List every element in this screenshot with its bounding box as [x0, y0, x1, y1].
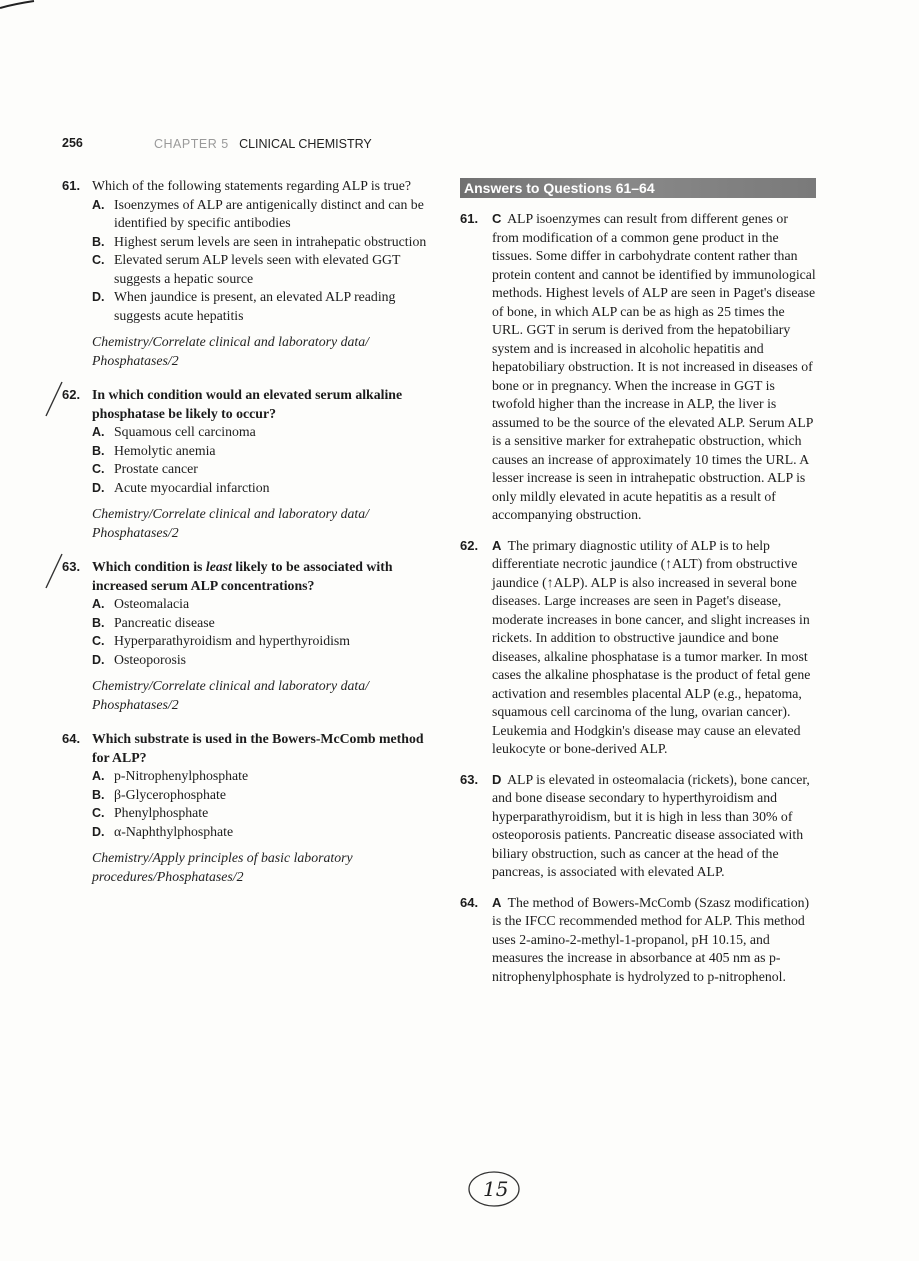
question-number: 62. — [62, 387, 81, 402]
answer-explanation: ALP is elevated in osteomalacia (rickets), bone cancer, and bone disease secondary to hyperthyroidism and hyperparathyroidism, but it is high in less than 30% of osteoporosis patients. Pancreatic disease associated with biliary obstruction, such as cancer at the head of the pancreas, is associated with elevated ALP. — [492, 771, 810, 879]
option-letter: A. — [92, 769, 105, 783]
option — [92, 251, 434, 288]
option-text: Acute myocardial infarction — [114, 479, 270, 495]
answer-number: 61. — [460, 211, 479, 226]
option-text: Prostate cancer — [114, 461, 198, 476]
option-text: Pancreatic disease — [114, 614, 215, 630]
questions-column — [62, 177, 434, 902]
answer-key: D — [492, 771, 502, 787]
question-63 — [62, 558, 434, 714]
option — [92, 479, 434, 498]
option-letter: D. — [92, 652, 105, 667]
question-number: 63. — [62, 559, 81, 574]
answer-64 — [460, 894, 816, 987]
chapter-title: CLINICAL CHEMISTRY — [239, 137, 372, 151]
question-stem: Which substrate is used in the Bowers-McComb method for ALP? — [92, 731, 424, 765]
option — [92, 233, 434, 252]
option-letter: C. — [92, 806, 105, 820]
option — [92, 460, 434, 479]
answer-key: A — [492, 894, 502, 910]
option — [92, 442, 434, 461]
option — [92, 196, 434, 233]
answer-explanation: The primary diagnostic utility of ALP is to help differentiate necrotic jaundice (↑ALT) from obstructive jaundice (↑ALP). ALP is also increased in several bone diseases. Large increases are seen in Paget's disease, moderate increases in bone cancer, and slight increases in rickets. In addition to obstructive jaundice and bone diseases, alkaline phosphatase is a tumor marker. In most cases the alkaline phosphatase is the product of fetal gene activation and resembles placental ALP (e.g., hepatoma, squamous cell carcinoma of the lung, ovarian cancer). Leukemia and Hodgkin's disease may cause an elevated leukocyte or bone-derived ALP. — [492, 537, 811, 756]
option-letter: A. — [92, 197, 105, 212]
handwritten-page-note — [466, 1163, 526, 1211]
answer-key: A — [492, 537, 502, 553]
question-number: 61. — [62, 178, 81, 193]
answer-number: 64. — [460, 894, 479, 910]
question-category: Chemistry/Correlate clinical and laboratory data/ Phosphatases/2 — [92, 506, 369, 540]
question-61 — [62, 177, 434, 370]
question-category: Chemistry/Correlate clinical and laboratory data/ Phosphatases/2 — [92, 678, 369, 712]
option-text: Elevated serum ALP levels seen with elevated GGT suggests a hepatic source — [114, 252, 401, 286]
option-text: When jaundice is present, an elevated ALP reading suggests acute hepatitis — [114, 289, 396, 323]
option — [92, 423, 434, 442]
question-stem: Which of the following statements regarding ALP is true? — [92, 178, 412, 193]
option-list — [92, 196, 434, 326]
option-text: Hyperparathyroidism and hyperthyroidism — [114, 633, 351, 648]
stem-text: likely to be associated with increased serum ALP concentrations? — [92, 559, 393, 593]
option — [92, 595, 434, 614]
option-text: Isoenzymes of ALP are antigenically distinct and can be identified by specific antibodies — [114, 196, 424, 230]
answer-63 — [460, 771, 816, 882]
option — [92, 288, 434, 325]
option-letter: D. — [92, 824, 105, 839]
question-category: Chemistry/Correlate clinical and laboratory data/ Phosphatases/2 — [92, 334, 369, 368]
option-text: Hemolytic anemia — [114, 442, 216, 458]
running-head — [154, 137, 372, 151]
option-text: Osteomalacia — [114, 596, 190, 611]
option-letter: B. — [92, 443, 105, 458]
option-letter: B. — [92, 234, 105, 249]
page-header — [62, 136, 372, 151]
option — [92, 823, 434, 842]
option-letter: C. — [92, 462, 105, 476]
option — [92, 767, 434, 786]
stem-text: Which condition is — [92, 559, 206, 574]
option — [92, 786, 434, 805]
chapter-label: CHAPTER 5 — [154, 137, 229, 151]
option-letter: B. — [92, 615, 105, 630]
option-text: Squamous cell carcinoma — [114, 424, 256, 439]
option-letter: B. — [92, 787, 105, 802]
stem-emphasis: least — [205, 559, 232, 574]
answer-62 — [460, 537, 816, 759]
option-text: Osteoporosis — [114, 651, 187, 667]
question-stem — [92, 558, 434, 595]
option-letter: D. — [92, 290, 105, 304]
answer-explanation: The method of Bowers-McComb (Szasz modification) is the IFCC recommended method for ALP. This method uses 2-amino-2-methyl-1-propanol, pH 10.15, and measures the increase in absorbance at 405 nm as p-nitrophenylphosphate is hydrolyzed to p-nitrophenol. — [492, 894, 810, 984]
option-letter: A. — [92, 597, 105, 611]
option-text: β-Glycerophosphate — [114, 786, 226, 802]
option-list — [92, 423, 434, 497]
answer-61 — [460, 210, 816, 525]
option-list — [92, 767, 434, 841]
answers-column — [460, 178, 816, 998]
scan-corner-mark — [0, 0, 40, 14]
question-number: 64. — [62, 731, 81, 746]
option-text: p-Nitrophenylphosphate — [114, 768, 249, 783]
option-letter: C. — [92, 253, 105, 267]
option-letter: C. — [92, 634, 105, 648]
answer-number: 62. — [460, 537, 479, 553]
option-text: α-Naphthylphosphate — [114, 823, 234, 839]
question-64 — [62, 730, 434, 886]
option — [92, 651, 434, 670]
option — [92, 804, 434, 823]
answer-explanation: ALP isoenzymes can result from different genes or from modification of a common gene product in the tissues. Some differ in carbohydrate content rather than protein content and cannot be identified by immunological methods. Highest levels of ALP are seen in Paget's disease of bone, in which ALP can be as high as 25 times the URL. GGT in serum is derived from the hepatobiliary system and is increased in alcoholic hepatitis and hepatobiliary obstruction. It is not increased in diseases of bone or in pregnancy. When the increase in GGT is twofold higher than the increase in ALP, the liver is assumed to be the source of the elevated ALP. Serum ALP is a sensitive marker for extrahepatic obstruction, which causes an increase of approximately 10 times the URL. A lesser increase is seen in intrahepatic obstruction. ALP is only mildly elevated in acute hepatitis as a result of accompanying obstruction. — [492, 211, 816, 522]
answer-key: C — [492, 211, 502, 226]
option-text: Highest serum levels are seen in intrahepatic obstruction — [114, 233, 427, 249]
option-letter: D. — [92, 480, 105, 495]
option — [92, 632, 434, 651]
option-list — [92, 595, 434, 669]
option-letter: A. — [92, 425, 105, 439]
option — [92, 614, 434, 633]
answer-number: 63. — [460, 771, 479, 787]
question-62 — [62, 386, 434, 542]
page-number: 256 — [62, 136, 83, 150]
answers-header: Answers to Questions 61–64 — [460, 178, 816, 198]
question-category: Chemistry/Apply principles of basic laboratory procedures/Phosphatases/2 — [92, 850, 353, 884]
handwritten-note-text: 15 — [483, 1177, 509, 1201]
option-text: Phenylphosphate — [114, 805, 209, 820]
question-stem: In which condition would an elevated serum alkaline phosphatase be likely to occur? — [92, 387, 403, 421]
